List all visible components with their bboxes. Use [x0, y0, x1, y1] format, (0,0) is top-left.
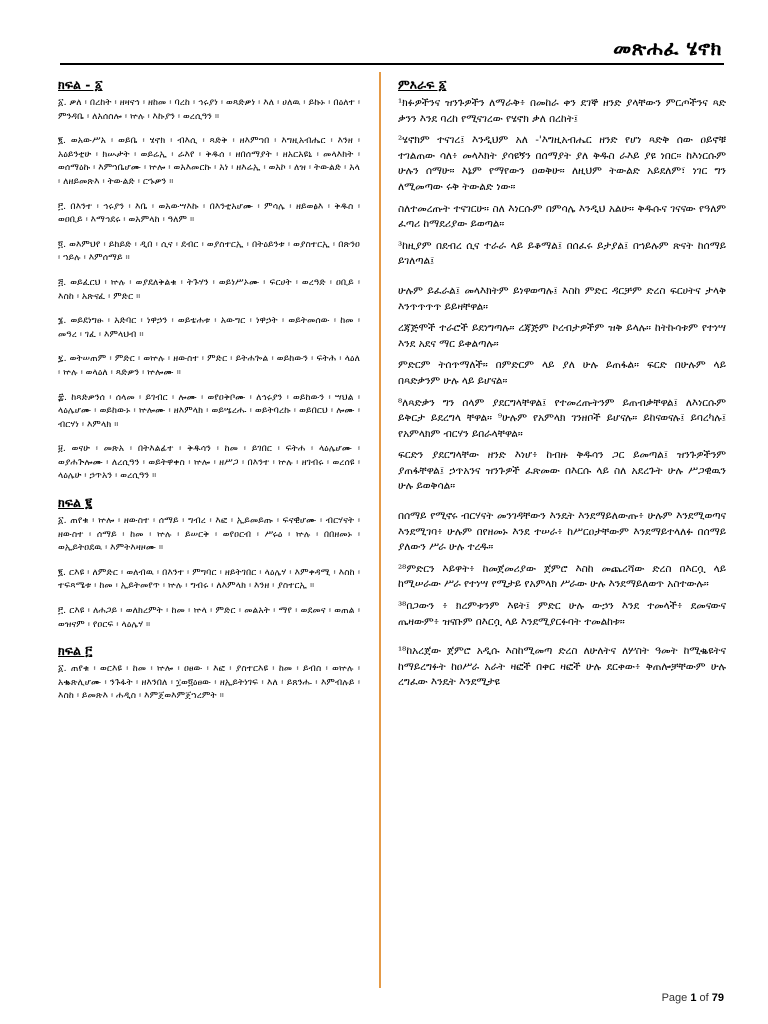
verse: ፯. ወትሠጠም ፡ ምድር ፡ ወኵሉ ፡ ዘውስተ ፡ ምድር ፡ ይትሐጐል ፡ ወይከውን ፡ ፍትሕ ፡ ላዕለ ፡ ኵሉ ፡ ወላዕለ ፡ ጻድቃን ፡ ኵሎሙ ።	[58, 353, 360, 378]
paragraph: ¹ክፉዎችንና ዝንጉዎችን ለማራቅ፥ በመከራ ቀን ደገኞ ዘንድ ያላቸውን ምርጦችንና ጻድ ቃንን እንደ ባረከ የሚናገረው የሄኖክ ቃለ በረከት፤	[398, 97, 726, 125]
page-footer	[662, 992, 724, 1004]
page-total: 79	[711, 992, 724, 1004]
paragraph: ሁሉም ይፈራል፤ መላእክትም ይነዋወጣሉ፤ እስከ ምድር ዳርቻም ድረስ ፍርሀትና ታላቅ እንጥጥጥጥ ይይዛቸዋል።	[398, 284, 726, 313]
paragraph: በሰማይ የሚኖሩ ብርሃናት መንገዳቸውን እንዴት እንደማይለውጡ፥ ሁሉም እንደሚወጣና እንደሚገባ፥ ሁሉም በየዘመኑ እንደ ተሠራ፥ ከሥርዐታቸውም እንደማይተላለፉ በሰማይ ያለውን ሥራ ሁሉ ተረዱ።	[398, 510, 726, 554]
verse: ፫. በእንተ ፡ ኅሩያን ፡ እቤ ፡ ወአውሣእኩ ፡ በእንቲአሆሙ ፡ ምሳሌ ፡ ዘይወፅእ ፡ ቅዱስ ፡ ወዐቢይ ፡ እማኅደሩ ፡ ወአምላከ ፡ ዓለም ።	[58, 200, 360, 226]
paragraph: ስለተመረጡት ተናገርሁ። ስለ እነርሱም በምሳሌ እንዲህ አልሁ። ቅዱሱና ገናናው የዓለም ፈጣሪ ከማደሪያው ይወጣል።	[398, 202, 726, 231]
header-rule	[60, 63, 724, 65]
page-prefix: Page	[661, 992, 691, 1004]
column-divider	[379, 72, 381, 988]
left-column	[58, 76, 360, 996]
page-of: of	[696, 992, 712, 1004]
book-title: መጽሐፈ ሄኖክ	[613, 36, 722, 60]
paragraph: ምድርም ትሰጥማለች። በምድርም ላይ ያለ ሁሉ ይጠፋል። ፍርድ በሁሉም ላይ በጻድቃንም ሁሉ ላይ ይሆናል።	[398, 359, 726, 387]
page-header	[0, 0, 768, 70]
chapter-heading: ምእራፍ ፩	[398, 77, 447, 92]
right-column	[398, 76, 726, 976]
verse: ፰. ከጻድቃንሰ ፡ ሰላመ ፡ ይገብር ፡ ሎሙ ፡ ወየዐቅቦሙ ፡ ለኅሩያን ፡ ወይከውን ፡ ሣህል ፡ ላዕሌሆሙ ፡ ወይከውኑ ፡ ኵሎሙ ፡ ዘእምላክ ፡ ወይሤረሑ ፡ ወይትባረኩ ፡ ወይበርህ ፡ ሎሙ ፡ ብርሃነ ፡ እምላክ ።	[58, 391, 360, 430]
section-heading: ክፍል - ፩	[58, 77, 103, 92]
paragraph: ³ከዚያም በደብረ ሲና ተራራ ላይ ይቆማል፤ በሰፈሩ ይታያል፤ በኀይሉም ጽናት ከሰማይ ይገለጣል፤	[398, 239, 726, 268]
verse: ፩. ቃለ ፡ በረከት ፡ ዘዛናኅ ፡ ዘከመ ፡ ባረከ ፡ ኅሩያነ ፡ ወጻድቃነ ፡ እለ ፡ ሀለዉ ፡ ይኩኑ ፡ በዕለተ ፡ ምንዳቤ ፡ ለአሰስሎ ፡ ኵሉ ፡ እኩያን ፡ ወረሲዓን ።	[58, 97, 360, 122]
paragraph: ⁸ለጻድቃን ግን ሰላም ያደርግላቸዋል፤ የተመረጡትንም ይጠብቃቸዋል፤ ለእነርሱም ይቅርታ ይደረግላ ቸዋል። ⁹ሁሉም የአምላክ ገንዘቦች ይሆናሉ። ይከናወናሉ፤ ይባረካሉ፤ የአምላክም ብርሃን ይበራላቸዋል።	[398, 396, 726, 440]
verse: ፪. ርእዩ ፡ ለምድር ፡ ወለብዉ ፡ በእንተ ፡ ምግባር ፡ ዘይትገበር ፡ ላዕሌሃ ፡ እምቀዳሚ ፡ እስከ ፡ ተፍጻሜቱ ፡ ከመ ፡ ኢይትመየጥ ፡ ኵሉ ፡ ግብሩ ፡ ለእምላክ ፡ እንዘ ፡ ያስተርኢ ።	[58, 566, 360, 592]
section-heading: ክፍል ፪	[58, 495, 93, 511]
verse: ፩. ጠየቁ ፡ ወርእዩ ፡ ከመ ፡ ኵሎ ፡ ዐፀው ፡ እፎ ፡ ያስተርእዩ ፡ ከመ ፡ ይብስ ፡ ወኵሉ ፡ አቈጽሊሆሙ ፡ ንጉፋት ፡ ዘእንበለ ፡ ፲ወ፬ዕፀው ፡ ዘኢይትነገፍ ፡ እለ ፡ ይጸንሑ ፡ እምብሉይ ፡ እስከ ፡ ይመጽእ ፡ ሐዲስ ፡ እምጀወእምጀኀረምት ።	[58, 663, 360, 702]
paragraph: ረጃጅሞች ተራሮች ይደነግጣሉ። ረጃጅም ኮረብታዎችም ዝቅ ይላሉ። ከትኩሳቱም የተነሣ እንደ አደና ማር ይቀልጣሉ።	[398, 322, 726, 350]
verse: ፪. ወአውሥአ ፡ ወይቤ ፡ ሄኖክ ፡ ብእሲ ፡ ጻድቅ ፡ ዘእምኀበ ፡ እግዚአብሔር ፡ እንዘ ፡ አዕይንቲሁ ፡ ክሡታት ፡ ወይሬኢ ፡ ራእየ ፡ ቅዱሰ ፡ ዘበሰማያት ፡ ዘአርአዩኒ ፡ መላእክት ፡ ወሰማዕኩ ፡ እምኀቤሆሙ ፡ ኵሎ ፡ ወአእመርኩ ፡ አነ ፡ ዘእሬኢ ፡ ወአኮ ፡ ለዝ ፡ ትውልድ ፡ አላ ፡ ለዘይመጽእ ፡ ትውልድ ፡ ርኁቃን ።	[58, 135, 360, 187]
verse: ፫. ርእዩ ፡ ለሐጋይ ፡ ወለክረምት ፡ ከመ ፡ ኵላ ፡ ምድር ፡ መልአት ፡ ማየ ፡ ወደመና ፡ ወጠል ፡ ወዝናም ፡ የዐርፍ ፡ ላዕሌሃ ።	[58, 605, 360, 630]
paragraph: ²⁸ምድርን እይዋት፥ ከመጀመሪያው ጀምሮ እስከ መጨረሻው ድረስ በእርሷ ላይ ከሚሠራው ሥራ የተነሣ የሚታይ የአምላክ ሥራው ሁሉ እንደማይለወጥ አስተውሉ።	[398, 562, 726, 591]
verse: ፱. ወናሁ ፡ መጽአ ፡ በትእልፊተ ፡ ቅዱሳን ፡ ከመ ፡ ይገበር ፡ ፍትሐ ፡ ላዕሌሆሙ ፡ ወያሐጕሎሙ ፡ ለረሲዓን ፡ ወይትዋቀስ ፡ ኵሎ ፡ ዘሥጋ ፡ በእንተ ፡ ኵሉ ፡ ዘገብሩ ፡ ወረሰዩ ፡ ላዕሌሁ ፡ ኃጥአን ፡ ወረሲዓን ።	[58, 443, 360, 482]
paragraph: ¹⁸ከአረጀው ጀምሮ አዲሱ እስከሚመጣ ድረስ ለሁለትና ለሦስት ዓመት ከሚቈዩትና ከማይረግፉት ከዐሥራ አራት ዛፎች በቀር ዛፎች ሁሉ ደርቀው፥ ቅጠሎቻቸውም ሁሉ ረግፈው እንዴት እንደሚታዩ	[398, 645, 726, 689]
page-number: 1	[690, 992, 697, 1004]
paragraph: ³⁸በጋውን ፥ ክረምቱንም እዩት፤ ምድር ሁሉ ውኃን እንደ ተመላች፥ ደመናውና ጤዛውም፥ ዝናቡም በእርሷ ላይ እንደሚያርፉባት ተመልከቱ።	[398, 600, 726, 628]
verse: ፭. ወይፈርህ ፡ ኵሉ ፡ ወያደለቅልቁ ፡ ትጉሃን ፡ ወይነሥኦሙ ፡ ፍርሀት ፡ ወረዓድ ፡ ዐቢይ ፡ እስከ ፡ አጽናፈ ፡ ምድር ።	[58, 276, 360, 302]
section-heading: ክፍል ፫	[58, 643, 93, 659]
verse: ፬. ወእምህየ ፡ ይከይድ ፡ ዲበ ፡ ሲና ፡ ደብር ፡ ወያስተርኢ ፡ በትዕይንቱ ፡ ወያስተርኢ ፡ በጽንዐ ፡ ኀይሉ ፡ እምሰማይ ።	[58, 238, 360, 264]
paragraph: ²ሄኖክም ተናገረ፤ እንዲህም አለ -'እግዚአብሔር ዘንድ የሆነ ጻድቅ ሰው ዐይኖቹ ተገልጠው ሳለ፥ መላእክት ያሳዩኝን በሰማያት ያለ ቅዱስ ራእይ ያዩ ነበር። ከእነርሱም ሁሉን ሰማሁ። እኔም የማየውን ዐወቅሁ። ለዚህም ትውልድ አይደለም፣ ነገር ግን ለሚመጣው ሩቅ ትውልድ ነው።	[398, 134, 726, 193]
verse: ፮. ወይደነግፁ ፡ አድባር ፡ ነዋኃን ፡ ወይቴሐቱ ፡ አውግር ፡ ነዋኃት ፡ ወይትመሰው ፡ ከመ ፡ መዓረ ፡ ገፈ ፡ እምላህብ ።	[58, 315, 360, 340]
paragraph: ፍርድን ያደርግላቸው ዘንድ እነሆ፥ ከብዙ ቅዱሳን ጋር ይመጣል፤ ዝንጉዎችንም ያጠፋቸዋል፤ ኃጥአንና ዝንጉዎች ፈጽመው በእርሱ ላይ ስለ አደረጉት ሁሉ ሥጋዊዉን ሁሉ ይወቅሳል።	[398, 449, 726, 493]
verse: ፩. ጠየቁ ፡ ኵሎ ፡ ዘውስተ ፡ ሰማይ ፡ ግብረ ፡ እፎ ፡ ኢይመይጡ ፡ ፍናዊሆሙ ፡ ብርሃናት ፡ ዘውስተ ፡ ሰማይ ፡ ከመ ፡ ኵሉ ፡ ይሠርቅ ፡ ወየዐርብ ፡ ሥሩዕ ፡ ኵሉ ፡ በበዘመኑ ፡ ወኢይትዐደዉ ፡ እምትእዛዞሙ ።	[58, 515, 360, 554]
